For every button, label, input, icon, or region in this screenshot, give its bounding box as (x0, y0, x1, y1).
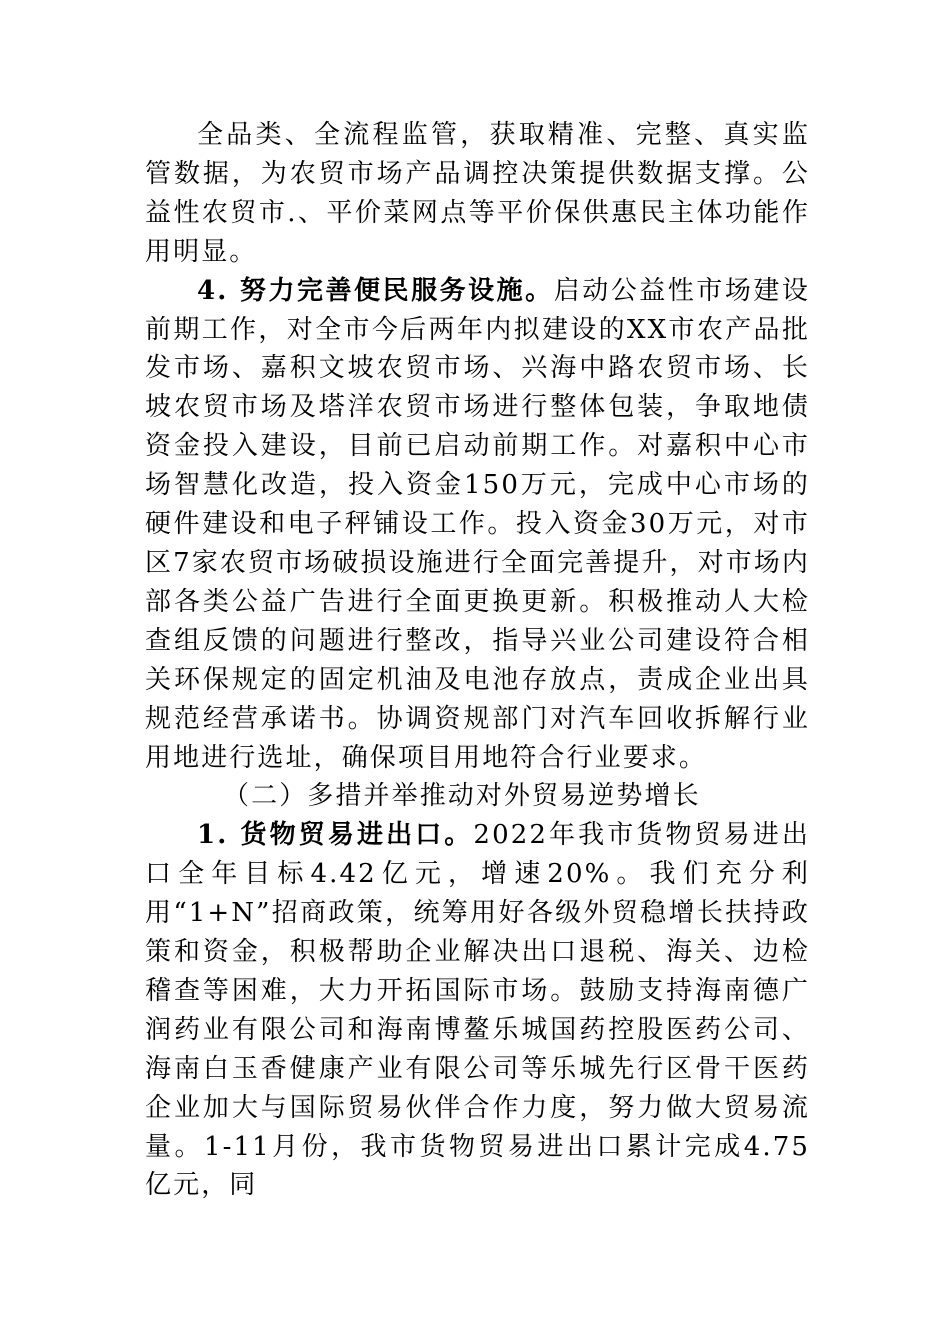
paragraph-text: 全品类、全流程监管，获取精准、完整、真实监管数据，为农贸市场产品调控决策提供数据支撑。公益性农贸市.、平价菜网点等平价保供惠民主体功能作用明显。 (145, 120, 810, 267)
paragraph-lead-heading: 1. 货物贸易进出口。 (197, 820, 474, 851)
section-heading-text: （二）多措并举推动对外贸易逆势增长 (223, 781, 701, 812)
paragraph-service-facilities (145, 272, 810, 778)
paragraph-continuation (145, 116, 810, 272)
paragraph-lead-heading: 4. 努力完善便民服务设施。 (197, 275, 554, 306)
paragraph-text: 启动公益性市场建设前期工作，对全市今后两年内拟建设的XX市农产品批发市场、嘉积文坡农贸市场、兴海中路农贸市场、长坡农贸市场及塔洋农贸市场进行整体包装，争取地债资金投入建设，目前已启动前期工作。对嘉积中心市场智慧化改造，投入资金150万元，完成中心市场的硬件建设和电子秤铺设工作。投入资金30万元，对市区7家农贸市场破损设施进行全面完善提升，对市场内部各类公益广告进行全面更换更新。积极推动人大检查组反馈的问题进行整改，指导兴业公司建设符合相关环保规定的固定机油及电池存放点，责成企业出具规范经营承诺书。协调资规部门对汽车回收拆解行业用地进行选址，确保项目用地符合行业要求。 (145, 275, 810, 773)
paragraph-text: 2022年我市货物贸易进出口全年目标4.42亿元，增速20%。我们充分利用“1+N”招商政策，统筹用好各级外贸稳增长扶持政策和资金，积极帮助企业解决出口退税、海关、边检稽查等困难，大力开拓国际市场。鼓励支持海南德广润药业有限公司和海南博鳌乐城国药控股医药公司、海南白玉香健康产业有限公司等乐城先行区骨干医药企业加大与国际贸易伙伴合作力度，努力做大贸易流量。1-11月份，我市货物贸易进出口累计完成4.75亿元，同 (145, 820, 811, 1201)
paragraph-goods-trade (145, 816, 810, 1205)
document-body (145, 116, 810, 1205)
section-heading-foreign-trade (145, 777, 810, 816)
